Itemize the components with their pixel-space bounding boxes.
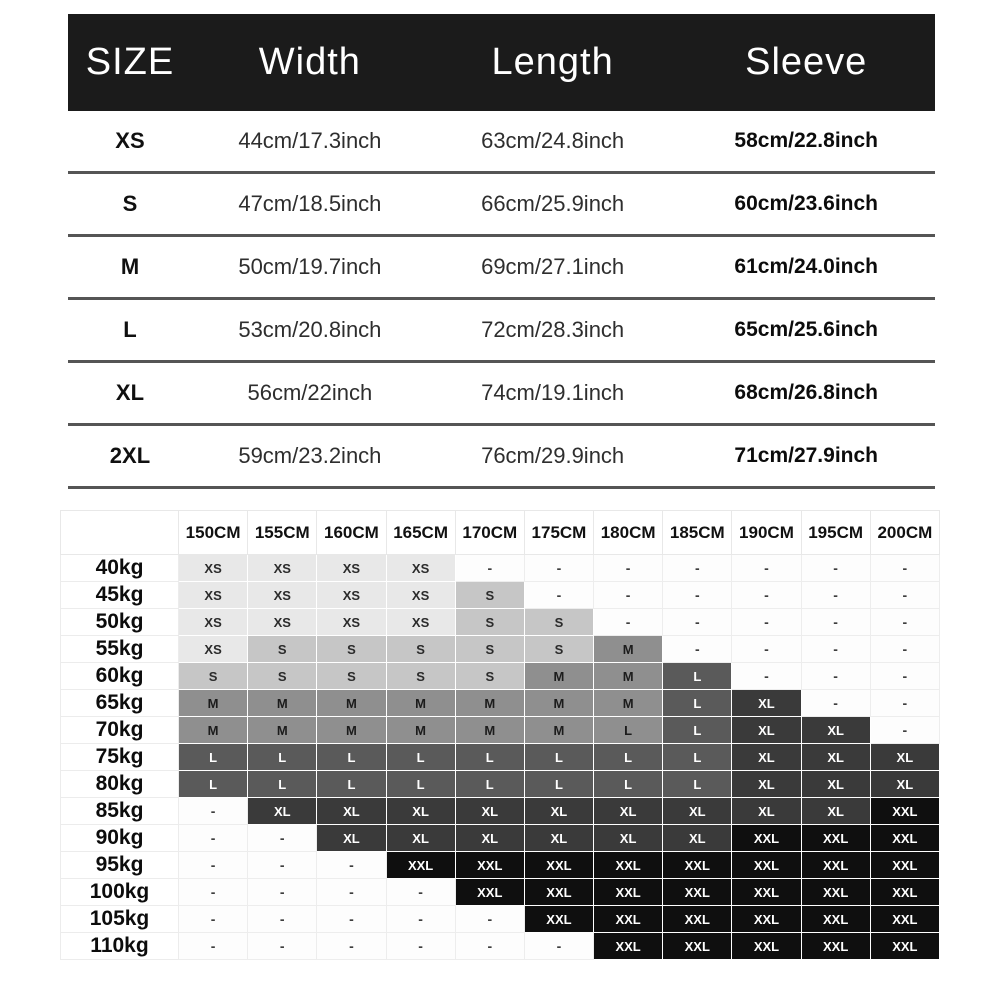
- matrix-cell: -: [179, 933, 248, 960]
- sleeve-value: 61cm/24.0inch: [734, 255, 878, 278]
- matrix-col-header: 155CM: [248, 511, 317, 555]
- matrix-cell: L: [663, 744, 732, 771]
- matrix-cell: -: [732, 663, 801, 690]
- matrix-row-label: 75kg: [61, 744, 179, 771]
- matrix-cell: XL: [455, 798, 524, 825]
- matrix-cell: -: [179, 798, 248, 825]
- matrix-cell: XXL: [870, 879, 939, 906]
- matrix-cell: XXL: [455, 852, 524, 879]
- matrix-col-header: 190CM: [732, 511, 801, 555]
- matrix-cell: M: [248, 717, 317, 744]
- matrix-cell: XXL: [663, 879, 732, 906]
- matrix-row-label: 70kg: [61, 717, 179, 744]
- matrix-cell: M: [317, 717, 386, 744]
- length-value: 76cm/29.9inch: [481, 443, 625, 468]
- width-value: 56cm/22inch: [247, 380, 373, 405]
- matrix-cell: -: [317, 933, 386, 960]
- matrix-cell: M: [179, 690, 248, 717]
- matrix-cell: XXL: [870, 825, 939, 852]
- matrix-cell: -: [455, 555, 524, 582]
- matrix-cell: XXL: [524, 879, 593, 906]
- matrix-row-label: 95kg: [61, 852, 179, 879]
- matrix-cell: XXL: [594, 879, 663, 906]
- matrix-cell: L: [248, 771, 317, 798]
- matrix-col-header: 170CM: [455, 511, 524, 555]
- matrix-cell: -: [663, 555, 732, 582]
- width-value: 59cm/23.2inch: [238, 443, 382, 468]
- matrix-row-label: 45kg: [61, 582, 179, 609]
- matrix-row: [61, 744, 940, 771]
- matrix-cell: XXL: [732, 825, 801, 852]
- matrix-cell: -: [594, 555, 663, 582]
- matrix-cell: XL: [663, 798, 732, 825]
- matrix-cell: S: [248, 663, 317, 690]
- matrix-cell: XXL: [801, 879, 870, 906]
- matrix-cell: XL: [524, 798, 593, 825]
- matrix-cell: L: [179, 771, 248, 798]
- matrix-header-row: [61, 511, 940, 555]
- matrix-body: [61, 555, 940, 960]
- matrix-cell: XXL: [386, 852, 455, 879]
- matrix-cell: M: [455, 717, 524, 744]
- matrix-cell: S: [317, 636, 386, 663]
- matrix-row: [61, 852, 940, 879]
- matrix-cell: XXL: [732, 933, 801, 960]
- matrix-cell: L: [386, 771, 455, 798]
- matrix-cell: -: [732, 555, 801, 582]
- matrix-cell: -: [317, 852, 386, 879]
- matrix-cell: L: [179, 744, 248, 771]
- matrix-cell: XXL: [663, 933, 732, 960]
- matrix-cell: XS: [386, 609, 455, 636]
- matrix-cell: -: [663, 636, 732, 663]
- matrix-cell: XL: [732, 690, 801, 717]
- width-value: 50cm/19.7inch: [238, 254, 382, 279]
- measurement-row: [68, 426, 935, 486]
- measurement-table-body: [68, 111, 935, 489]
- matrix-cell: M: [317, 690, 386, 717]
- matrix-cell: XXL: [732, 879, 801, 906]
- matrix-cell: XS: [317, 582, 386, 609]
- matrix-cell: S: [524, 609, 593, 636]
- matrix-cell: -: [870, 555, 939, 582]
- width-value: 47cm/18.5inch: [238, 191, 382, 216]
- matrix-cell: XS: [248, 555, 317, 582]
- matrix-cell: S: [248, 636, 317, 663]
- matrix-col-header: 195CM: [801, 511, 870, 555]
- measurement-table-header: [68, 14, 935, 111]
- col-header-sleeve: Sleeve: [745, 41, 868, 83]
- sleeve-value: 58cm/22.8inch: [734, 129, 878, 152]
- matrix-row: [61, 555, 940, 582]
- width-value: 53cm/20.8inch: [238, 317, 382, 342]
- size-label: XL: [115, 380, 145, 405]
- length-value: 66cm/25.9inch: [481, 191, 625, 216]
- matrix-cell: XL: [870, 744, 939, 771]
- matrix-row: [61, 825, 940, 852]
- matrix-cell: M: [248, 690, 317, 717]
- matrix-cell: -: [248, 852, 317, 879]
- matrix-cell: XL: [455, 825, 524, 852]
- matrix-cell: XXL: [801, 852, 870, 879]
- matrix-cell: S: [386, 663, 455, 690]
- matrix-cell: XXL: [663, 852, 732, 879]
- length-value: 72cm/28.3inch: [481, 317, 625, 342]
- matrix-cell: M: [594, 690, 663, 717]
- matrix-cell: XXL: [594, 852, 663, 879]
- matrix-cell: XL: [594, 798, 663, 825]
- matrix-row-label: 55kg: [61, 636, 179, 663]
- matrix-cell: -: [663, 582, 732, 609]
- matrix-cell: -: [317, 879, 386, 906]
- matrix-cell: XXL: [801, 825, 870, 852]
- length-value: 69cm/27.1inch: [481, 254, 625, 279]
- matrix-row-label: 90kg: [61, 825, 179, 852]
- matrix-cell: L: [248, 744, 317, 771]
- matrix-cell: XL: [801, 744, 870, 771]
- matrix-cell: XS: [179, 582, 248, 609]
- matrix-cell: XXL: [870, 798, 939, 825]
- matrix-cell: -: [801, 609, 870, 636]
- matrix-cell: -: [801, 636, 870, 663]
- matrix-cell: -: [524, 555, 593, 582]
- matrix-cell: S: [179, 663, 248, 690]
- matrix-row: [61, 663, 940, 690]
- matrix-cell: M: [524, 690, 593, 717]
- matrix-row-label: 80kg: [61, 771, 179, 798]
- length-value: 74cm/19.1inch: [481, 380, 625, 405]
- measurement-row: [68, 363, 935, 423]
- matrix-cell: XS: [248, 582, 317, 609]
- matrix-cell: -: [801, 690, 870, 717]
- matrix-cell: S: [317, 663, 386, 690]
- matrix-cell: XXL: [524, 852, 593, 879]
- matrix-cell: XXL: [801, 933, 870, 960]
- matrix-col-header: 175CM: [524, 511, 593, 555]
- matrix-cell: -: [732, 582, 801, 609]
- size-label: XS: [115, 128, 145, 153]
- matrix-cell: M: [386, 690, 455, 717]
- matrix-cell: L: [524, 771, 593, 798]
- matrix-row: [61, 798, 940, 825]
- matrix-cell: -: [524, 582, 593, 609]
- matrix-cell: M: [386, 717, 455, 744]
- matrix-cell: -: [248, 825, 317, 852]
- matrix-row-label: 50kg: [61, 609, 179, 636]
- matrix-row-label: 40kg: [61, 555, 179, 582]
- matrix-cell: L: [455, 771, 524, 798]
- matrix-cell: M: [594, 663, 663, 690]
- matrix-cell: -: [732, 609, 801, 636]
- matrix-cell: M: [594, 636, 663, 663]
- matrix-cell: M: [455, 690, 524, 717]
- matrix-cell: XXL: [524, 906, 593, 933]
- matrix-cell: -: [870, 690, 939, 717]
- sleeve-value: 60cm/23.6inch: [734, 192, 878, 215]
- matrix-cell: XXL: [732, 852, 801, 879]
- matrix-row-label: 105kg: [61, 906, 179, 933]
- matrix-row: [61, 906, 940, 933]
- matrix-cell: S: [524, 636, 593, 663]
- matrix-cell: -: [248, 879, 317, 906]
- matrix-cell: XXL: [870, 906, 939, 933]
- matrix-cell: XXL: [870, 933, 939, 960]
- matrix-cell: XL: [870, 771, 939, 798]
- matrix-cell: -: [386, 906, 455, 933]
- measurement-row: [68, 300, 935, 360]
- matrix-cell: -: [386, 879, 455, 906]
- matrix-cell: -: [248, 906, 317, 933]
- matrix-cell: -: [870, 663, 939, 690]
- matrix-row-label: 60kg: [61, 663, 179, 690]
- matrix-cell: XL: [248, 798, 317, 825]
- matrix-cell: XXL: [594, 933, 663, 960]
- matrix-cell: L: [663, 663, 732, 690]
- matrix-cell: XL: [732, 798, 801, 825]
- matrix-col-header: 150CM: [179, 511, 248, 555]
- matrix-col-header: 180CM: [594, 511, 663, 555]
- col-header-length: Length: [491, 41, 614, 83]
- matrix-cell: -: [248, 933, 317, 960]
- matrix-cell: L: [594, 744, 663, 771]
- matrix-cell: -: [594, 582, 663, 609]
- matrix-cell: L: [594, 771, 663, 798]
- size-label: L: [123, 317, 137, 342]
- matrix-cell: -: [663, 609, 732, 636]
- matrix-cell: -: [870, 636, 939, 663]
- matrix-cell: XL: [732, 717, 801, 744]
- matrix-cell: M: [524, 663, 593, 690]
- matrix-cell: -: [179, 825, 248, 852]
- matrix-cell: L: [663, 717, 732, 744]
- matrix-cell: -: [455, 933, 524, 960]
- height-weight-matrix: [60, 510, 940, 960]
- measurement-row: [68, 174, 935, 234]
- matrix-cell: XL: [732, 744, 801, 771]
- matrix-cell: S: [455, 663, 524, 690]
- width-value: 44cm/17.3inch: [238, 128, 382, 153]
- sleeve-value: 68cm/26.8inch: [734, 381, 878, 404]
- matrix-row: [61, 717, 940, 744]
- matrix-cell: L: [317, 744, 386, 771]
- matrix-col-header: 200CM: [870, 511, 939, 555]
- length-value: 63cm/24.8inch: [481, 128, 625, 153]
- matrix-cell: XL: [801, 771, 870, 798]
- matrix-row: [61, 609, 940, 636]
- col-header-width: Width: [258, 41, 361, 83]
- measurement-row: [68, 111, 935, 171]
- matrix-cell: -: [732, 636, 801, 663]
- row-separator: [68, 486, 935, 489]
- matrix-cell: XL: [732, 771, 801, 798]
- matrix-cell: XXL: [455, 879, 524, 906]
- matrix-cell: XXL: [594, 906, 663, 933]
- sleeve-value: 71cm/27.9inch: [734, 444, 878, 467]
- matrix-row: [61, 582, 940, 609]
- matrix-cell: XXL: [801, 906, 870, 933]
- matrix-cell: -: [870, 717, 939, 744]
- matrix-corner-cell: [61, 511, 179, 555]
- matrix-row-label: 110kg: [61, 933, 179, 960]
- matrix-row: [61, 933, 940, 960]
- matrix-cell: -: [179, 879, 248, 906]
- matrix-row: [61, 771, 940, 798]
- matrix-cell: M: [179, 717, 248, 744]
- matrix-cell: XS: [386, 555, 455, 582]
- matrix-cell: XL: [594, 825, 663, 852]
- matrix-cell: XS: [386, 582, 455, 609]
- matrix-cell: XL: [663, 825, 732, 852]
- matrix-cell: XS: [179, 636, 248, 663]
- matrix-cell: XL: [801, 798, 870, 825]
- matrix-cell: -: [524, 933, 593, 960]
- col-header-size: SIZE: [85, 41, 175, 83]
- matrix-cell: -: [386, 933, 455, 960]
- matrix-cell: -: [801, 555, 870, 582]
- size-label: 2XL: [109, 443, 151, 468]
- matrix-cell: XL: [386, 825, 455, 852]
- matrix-cell: -: [179, 906, 248, 933]
- matrix-cell: S: [386, 636, 455, 663]
- matrix-row: [61, 636, 940, 663]
- matrix-cell: -: [801, 582, 870, 609]
- matrix-cell: XS: [317, 555, 386, 582]
- matrix-cell: XS: [179, 555, 248, 582]
- matrix-cell: -: [594, 609, 663, 636]
- matrix-cell: XL: [801, 717, 870, 744]
- matrix-cell: XXL: [732, 906, 801, 933]
- matrix-cell: S: [455, 636, 524, 663]
- matrix-row: [61, 690, 940, 717]
- matrix-cell: XL: [386, 798, 455, 825]
- matrix-cell: L: [455, 744, 524, 771]
- matrix-row-label: 100kg: [61, 879, 179, 906]
- matrix-cell: S: [455, 609, 524, 636]
- matrix-cell: XS: [317, 609, 386, 636]
- matrix-cell: XL: [317, 825, 386, 852]
- matrix-cell: -: [870, 582, 939, 609]
- matrix-row: [61, 879, 940, 906]
- matrix-cell: L: [663, 690, 732, 717]
- matrix-cell: L: [594, 717, 663, 744]
- matrix-cell: L: [317, 771, 386, 798]
- matrix-cell: XL: [524, 825, 593, 852]
- matrix-cell: XS: [179, 609, 248, 636]
- matrix-row-label: 65kg: [61, 690, 179, 717]
- matrix-cell: L: [386, 744, 455, 771]
- matrix-cell: -: [870, 609, 939, 636]
- matrix-cell: XL: [317, 798, 386, 825]
- matrix-cell: -: [317, 906, 386, 933]
- matrix-col-header: 185CM: [663, 511, 732, 555]
- measurement-row: [68, 237, 935, 297]
- matrix-col-header: 165CM: [386, 511, 455, 555]
- matrix-cell: L: [663, 771, 732, 798]
- measurement-table: [68, 14, 935, 489]
- matrix-cell: XXL: [663, 906, 732, 933]
- matrix-cell: -: [455, 906, 524, 933]
- matrix-cell: XS: [248, 609, 317, 636]
- size-label: M: [120, 254, 140, 279]
- matrix-cell: M: [524, 717, 593, 744]
- sleeve-value: 65cm/25.6inch: [734, 318, 878, 341]
- matrix-cell: XXL: [870, 852, 939, 879]
- matrix-cell: -: [801, 663, 870, 690]
- matrix-cell: L: [524, 744, 593, 771]
- matrix-cell: S: [455, 582, 524, 609]
- matrix-col-header: 160CM: [317, 511, 386, 555]
- matrix-row-label: 85kg: [61, 798, 179, 825]
- matrix-cell: -: [179, 852, 248, 879]
- size-label: S: [122, 191, 138, 216]
